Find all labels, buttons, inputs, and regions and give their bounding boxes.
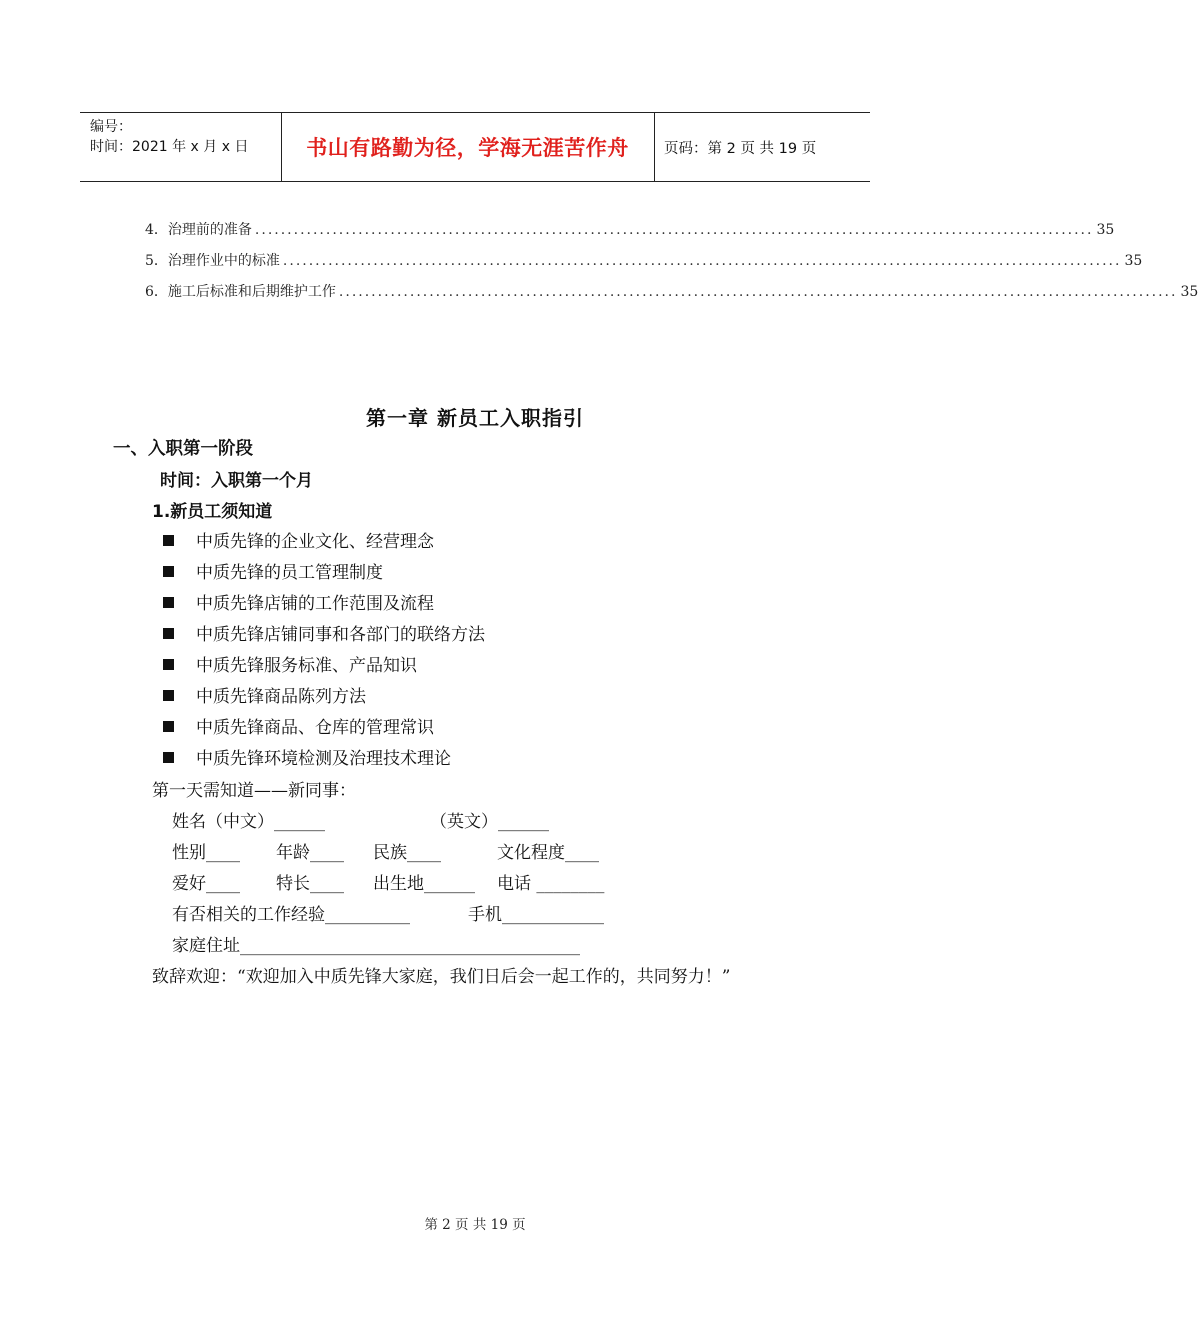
- field-experience: 有否相关的工作经验__________: [172, 905, 410, 925]
- toc-leader: ..................................................................................................................................: [338, 284, 1178, 300]
- field-ethnicity: 民族____: [373, 843, 441, 863]
- list-item: 中质先锋服务标准、产品知识: [163, 651, 417, 676]
- square-bullet-icon: [163, 752, 174, 763]
- field-phone: 电话 ________: [497, 874, 605, 894]
- header-divider: [654, 113, 655, 181]
- toc-leader: ..................................................................................................................................: [282, 253, 1122, 269]
- welcome-text: 致辞欢迎：“欢迎加入中质先锋大家庭，我们日后会一起工作的，共同努力！”: [152, 967, 731, 987]
- chapter-title: 第一章 新员工入职指引: [366, 406, 584, 430]
- square-bullet-icon: [163, 535, 174, 546]
- list-item: 中质先锋店铺同事和各部门的联络方法: [163, 620, 485, 645]
- time-heading: 时间：入职第一个月: [160, 471, 313, 491]
- square-bullet-icon: [163, 690, 174, 701]
- list-item: 中质先锋商品陈列方法: [163, 682, 366, 707]
- document-number-label: 编号：: [90, 119, 132, 135]
- toc-entry[interactable]: [145, 281, 1198, 301]
- toc-entry[interactable]: [145, 250, 1143, 270]
- square-bullet-icon: [163, 721, 174, 732]
- toc-leader: ..................................................................................................................................: [254, 222, 1094, 238]
- header-table: [80, 112, 870, 182]
- day-one-intro: 第一天需知道——新同事：: [152, 781, 356, 801]
- list-item: 中质先锋环境检测及治理技术理论: [163, 744, 451, 769]
- header-motto: 书山有路勤为径，学海无涯苦作舟: [306, 136, 629, 160]
- field-name-en: （英文）______: [430, 812, 549, 832]
- toc-entry-page: 35: [1124, 253, 1143, 269]
- field-birthplace: 出生地______: [373, 874, 475, 894]
- field-mobile: 手机____________: [468, 905, 604, 925]
- field-hobby: 爱好____: [172, 874, 240, 894]
- header-meta: [90, 117, 248, 157]
- subsection-heading: 1.新员工须知道: [152, 502, 273, 522]
- list-item: 中质先锋店铺的工作范围及流程: [163, 589, 434, 614]
- square-bullet-icon: [163, 628, 174, 639]
- toc-entry-page: 35: [1180, 284, 1198, 300]
- list-item: 中质先锋的员工管理制度: [163, 558, 383, 583]
- toc-entry-title: 4．治理前的准备: [145, 222, 252, 238]
- field-name-cn: 姓名（中文）______: [172, 812, 325, 832]
- list-item: 中质先锋商品、仓库的管理常识: [163, 713, 434, 738]
- square-bullet-icon: [163, 597, 174, 608]
- square-bullet-icon: [163, 659, 174, 670]
- section-heading: 一、入职第一阶段: [113, 439, 253, 459]
- toc-entry[interactable]: [145, 219, 1115, 239]
- list-item: 中质先锋的企业文化、经营理念: [163, 527, 434, 552]
- square-bullet-icon: [163, 566, 174, 577]
- field-specialty: 特长____: [276, 874, 344, 894]
- toc-entry-title: 5．治理作业中的标准: [145, 253, 280, 269]
- field-age: 年龄____: [276, 843, 344, 863]
- page-footer: 第 2 页 共 19 页: [424, 1217, 526, 1233]
- document-time-label: 时间：2021 年 x 月 x 日: [90, 139, 249, 155]
- field-address: 家庭住址________________________________________: [172, 936, 580, 956]
- field-gender: 性别____: [172, 843, 240, 863]
- toc-entry-title: 6．施工后标准和后期维护工作: [145, 284, 336, 300]
- field-education: 文化程度____: [497, 843, 599, 863]
- toc-entry-page: 35: [1096, 222, 1115, 238]
- header-page-label: 页码：第 2 页 共 19 页: [664, 140, 817, 157]
